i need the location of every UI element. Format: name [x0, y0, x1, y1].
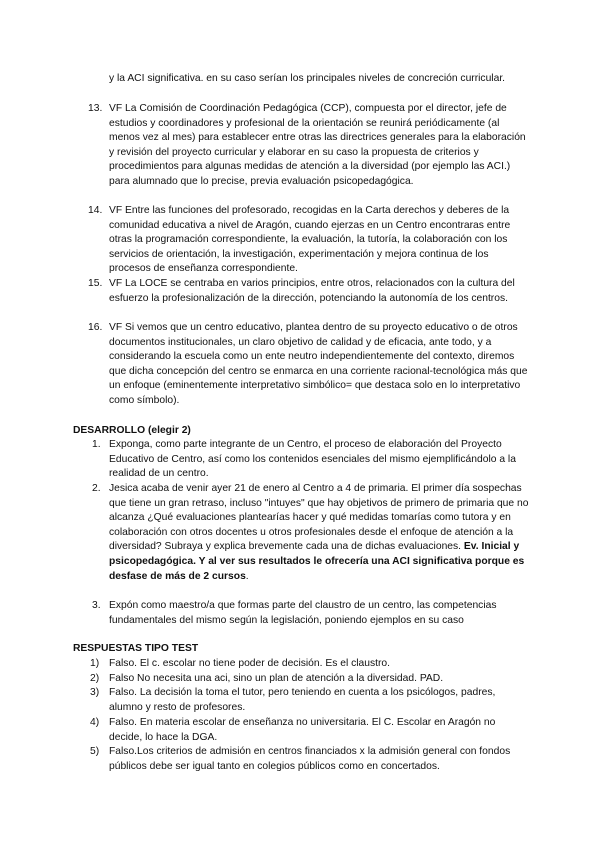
answer-item — [90, 672, 530, 687]
answer-number: 5) — [90, 746, 100, 757]
item-number: 2. — [92, 483, 101, 494]
statement-item — [88, 277, 530, 306]
statement-number: 14. — [88, 205, 103, 216]
item-text: Expón como maestro/a que formas parte del claustro de un centro, las competencias fundamentales del mismo según la legislación, poniendo ejemplos en su caso — [109, 600, 497, 626]
section-heading-desarrollo: DESARROLLO (elegir 2) — [73, 425, 191, 436]
desarrollo-item — [92, 482, 530, 584]
statement-item — [88, 321, 530, 409]
section-heading-respuestas: RESPUESTAS TIPO TEST — [73, 643, 199, 654]
answer-item — [90, 716, 530, 745]
statement-text: VF La Comisión de Coordinación Pedagógica (CCP), compuesta por el director, jefe de estudios y coordinadores y profesional de la orientación se reunirá periódicamente (al menos vez al mes) para establecer entre otras las directrices generales para la elaboración y revisión del proyecto curricular y elaborar en su caso la propuesta de criterios y procedimientos para algunas medidas de atención a la diversidad (por ejemplo las ACI.) para alumnado que lo precise, previa evaluación psicopedagógica. — [109, 103, 526, 187]
statement-text: VF Si vemos que un centro educativo, plantea dentro de su proyecto educativo o de otros documentos institucionales, un claro objetivo de calidad y de eficacia, ante todo, y a considerando la escuela como un ente neutro independientemente del contexto, diremos que dicha concepción del centro se enmarca en una corriente racional-tecnológica más que un enfoque (eminentemente interpretativo simbólico= que destaca solo en lo interpretativo como símbolo). — [109, 322, 528, 406]
answer-number: 4) — [90, 717, 100, 728]
item-text: Jesica acaba de venir ayer 21 de enero al Centro a 4 de primaria. El primer día sospechas que tiene un gran retraso, incluso "intuyes" que hay objetivos de primero de primaria que no alcanza ¿Qué evaluaciones plantearías hacer y qué medidas tomarías como tutora y en colaboración con otros docentes u otros profesionales desde el enfoque de atención a la diversidad? Subraya y explica brevemente cada una de dichas evaluaciones. — [109, 483, 529, 553]
answer-text: Falso No necesita una aci, sino un plan de atención a la diversidad. PAD. — [109, 673, 444, 684]
answer-item — [90, 686, 530, 715]
answer-item — [90, 657, 530, 672]
answer-number: 3) — [90, 687, 100, 698]
answer-text: Falso. En materia escolar de enseñanza no universitaria. El C. Escolar en Aragón no decide, lo hace la DGA. — [109, 717, 496, 743]
answer-text: Falso.Los criterios de admisión en centros financiados x la admisión general con fondos públicos debe ser igual tanto en colegios públicos como en concertados. — [109, 746, 511, 772]
answer-number: 2) — [90, 673, 100, 684]
statement-item — [88, 204, 530, 277]
statement-number: 16. — [88, 322, 103, 333]
answer-item — [90, 745, 530, 774]
statement-number: 13. — [88, 103, 103, 114]
statement-number: 15. — [88, 278, 103, 289]
answer-text: Falso. La decisión la toma el tutor, pero teniendo en cuenta a los psicólogos, padres, alumno y resto de profesores. — [109, 687, 496, 713]
item-tail: . — [245, 570, 249, 582]
statement-item — [88, 102, 530, 190]
answer-number: 1) — [90, 658, 100, 669]
statement-text: VF Entre las funciones del profesorado, recogidas en la Carta derechos y deberes de la comunidad educativa a nivel de Aragón, cuando ejerzas en un Centro encontraras entre otras la programación correspondiente, la evaluación, la tutoría, la colaboración con los servicios de orientación, la investigación, experimentación y mejora continua de los procesos de enseñanza correspondiente. — [109, 205, 511, 275]
item-text: Exponga, como parte integrante de un Centro, el proceso de elaboración del Proyecto Educativo de Centro, así como los contenidos esenciales del mismo ejemplificándolo a la realidad de un centro. — [109, 439, 516, 480]
item-number: 3. — [92, 600, 101, 611]
desarrollo-item — [92, 438, 530, 482]
continuation-text: y la ACI significativa. en su caso serían los principales niveles de concreción curricular. — [109, 73, 506, 84]
item-answer-bold: Ev. Inicial y psicopedagógica. Y al ver sus resultados le ofrecería una ACI significativa porque es desfase de más de 2 cursos — [109, 541, 525, 582]
item-number: 1. — [92, 439, 101, 450]
answer-text: Falso. El c. escolar no tiene poder de decisión. Es el claustro. — [109, 658, 391, 669]
desarrollo-item — [92, 599, 530, 628]
statement-text: VF La LOCE se centraba en varios principios, entre otros, relacionados con la cultura del esfuerzo la profesionalización de la dirección, potenciando la autonomía de los centros. — [109, 278, 515, 304]
